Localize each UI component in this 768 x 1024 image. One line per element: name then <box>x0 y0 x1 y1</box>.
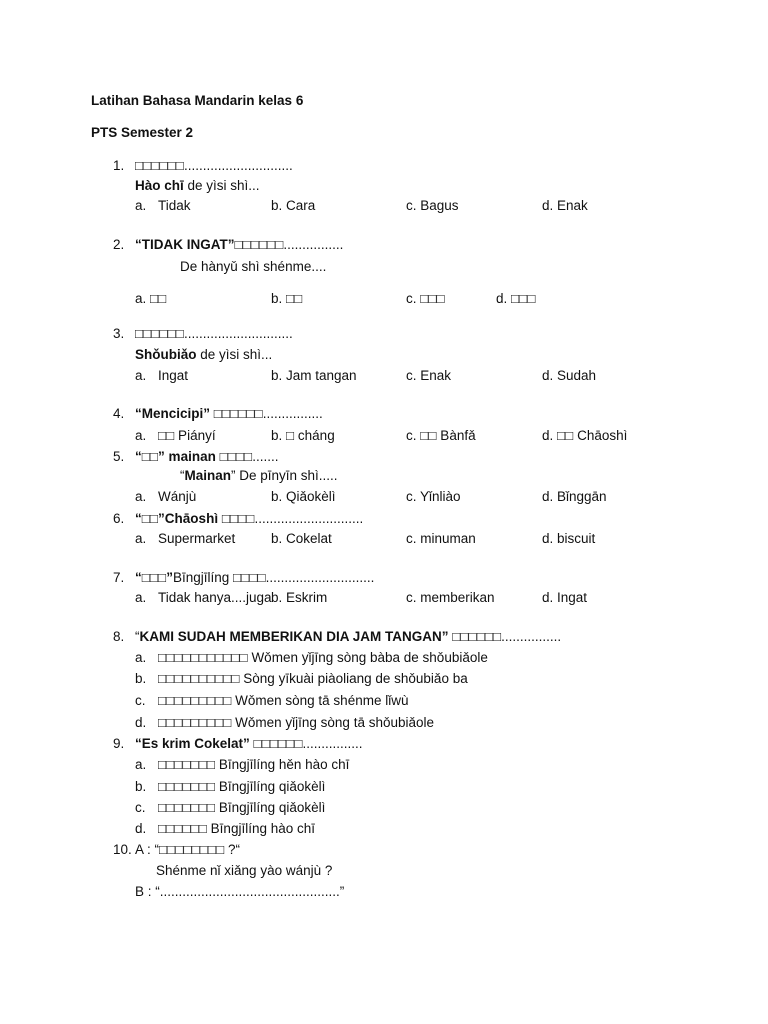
question-stem: “KAMI SUDAH MEMBERIKAN DIA JAM TANGAN” □□□□□□................ <box>135 629 562 644</box>
option-c: c. Bagus <box>406 198 459 213</box>
question-stem: □□□□□□............................. <box>135 326 293 341</box>
option-a-letter: a. <box>135 590 147 605</box>
choice-letter: a. <box>135 757 147 772</box>
option-d: d. Bǐnggān <box>542 489 607 504</box>
question-number: 2. <box>113 237 125 252</box>
option-a-letter: a. <box>135 368 147 383</box>
choice-letter: c. <box>135 693 146 708</box>
option-c: c. Yǐnliào <box>406 489 461 504</box>
choice-letter: b. <box>135 779 147 794</box>
choice-c: □□□□□□□□□ Wǒmen sòng tā shénme lǐwù <box>158 693 409 708</box>
question-number: 6. <box>113 511 125 526</box>
choice-letter: d. <box>135 821 147 836</box>
option-c: c. memberikan <box>406 590 495 605</box>
option-d: d. □□ Chāoshì <box>542 428 628 443</box>
question-pinyin: Shǒubiǎo de yìsi shì... <box>135 347 273 362</box>
option-a-letter: a. <box>135 531 147 546</box>
choice-letter: c. <box>135 800 146 815</box>
choice-d: □□□□□□□□□ Wǒmen yǐjīng sòng tā shǒubiǎole <box>158 715 435 730</box>
option-c: c. Enak <box>406 368 452 383</box>
option-c: c. minuman <box>406 531 476 546</box>
choice-a: □□□□□□□□□□□ Wǒmen yǐjīng sòng bàba de shǒubiǎole <box>158 650 488 665</box>
doc-subtitle: PTS Semester 2 <box>91 125 194 140</box>
question-stem: “□□”Chāoshì □□□□............................. <box>135 511 364 526</box>
option-a: Ingat <box>158 368 189 383</box>
option-b: b. □ cháng <box>271 428 335 443</box>
dialogue-a: A : “□□□□□□□□ ?“ <box>135 842 240 857</box>
option-a: □□ Piányí <box>158 428 216 443</box>
choice-a: □□□□□□□ Bīngjīlíng hěn hào chī <box>158 757 350 772</box>
question-stem: “Es krim Cokelat” □□□□□□................ <box>135 736 363 751</box>
option-c: c. □□ Bànfǎ <box>406 428 476 443</box>
option-a: a. □□ <box>135 291 167 306</box>
question-number: 4. <box>113 406 125 421</box>
option-a: Wánjù <box>158 489 197 504</box>
option-c: c. □□□ <box>406 291 445 306</box>
question-number: 7. <box>113 570 125 585</box>
option-a-letter: a. <box>135 198 147 213</box>
option-b: b. Eskrim <box>271 590 328 605</box>
question-number: 8. <box>113 629 125 644</box>
question-pinyin: Hào chī de yìsi shì... <box>135 178 260 193</box>
question-stem: “TIDAK INGAT”□□□□□□................ <box>135 237 344 252</box>
dialogue-b: B : “................................................” <box>135 884 345 899</box>
choice-d: □□□□□□ Bīngjīlíng hào chī <box>158 821 315 836</box>
option-d: d. Sudah <box>542 368 597 383</box>
question-number: 3. <box>113 326 125 341</box>
option-d: d. Ingat <box>542 590 588 605</box>
question-number: 9. <box>113 736 125 751</box>
question-number: 10. <box>113 842 132 857</box>
question-number: 1. <box>113 158 125 173</box>
question-stem: “Mencicipi” □□□□□□................ <box>135 406 323 421</box>
option-b: b. Qiǎokèlì <box>271 489 336 504</box>
option-a-letter: a. <box>135 489 147 504</box>
option-b: b. □□ <box>271 291 303 306</box>
question-pinyin: “Mainan” De pīnyīn shì..... <box>180 468 338 483</box>
option-a: Supermarket <box>158 531 236 546</box>
option-a: Tidak hanya....juga <box>158 590 272 605</box>
choice-letter: d. <box>135 715 147 730</box>
question-number: 5. <box>113 449 125 464</box>
doc-title: Latihan Bahasa Mandarin kelas 6 <box>91 93 304 108</box>
question-pinyin: Shénme nǐ xiǎng yào wánjù ? <box>156 863 333 878</box>
choice-c: □□□□□□□ Bīngjīlíng qiǎokèlì <box>158 800 326 815</box>
option-d: d. Enak <box>542 198 588 213</box>
option-a-letter: a. <box>135 428 147 443</box>
option-b: b. Cokelat <box>271 531 332 546</box>
question-stem: “□□” mainan □□□□....... <box>135 449 279 464</box>
choice-letter: a. <box>135 650 147 665</box>
question-pinyin: De hànyǔ shì shénme.... <box>180 259 327 274</box>
option-b: b. Jam tangan <box>271 368 357 383</box>
choice-b: □□□□□□□□□□ Sòng yīkuài piàoliang de shǒubiǎo ba <box>158 671 468 686</box>
option-a: Tidak <box>158 198 191 213</box>
choice-letter: b. <box>135 671 147 686</box>
option-b: b. Cara <box>271 198 316 213</box>
option-d: d. □□□ <box>496 291 536 306</box>
question-stem: □□□□□□............................. <box>135 158 293 173</box>
question-stem: “□□□”Bīngjīlíng □□□□............................. <box>135 570 375 585</box>
option-d: d. biscuit <box>542 531 596 546</box>
choice-b: □□□□□□□ Bīngjīlíng qiǎokèlì <box>158 779 326 794</box>
